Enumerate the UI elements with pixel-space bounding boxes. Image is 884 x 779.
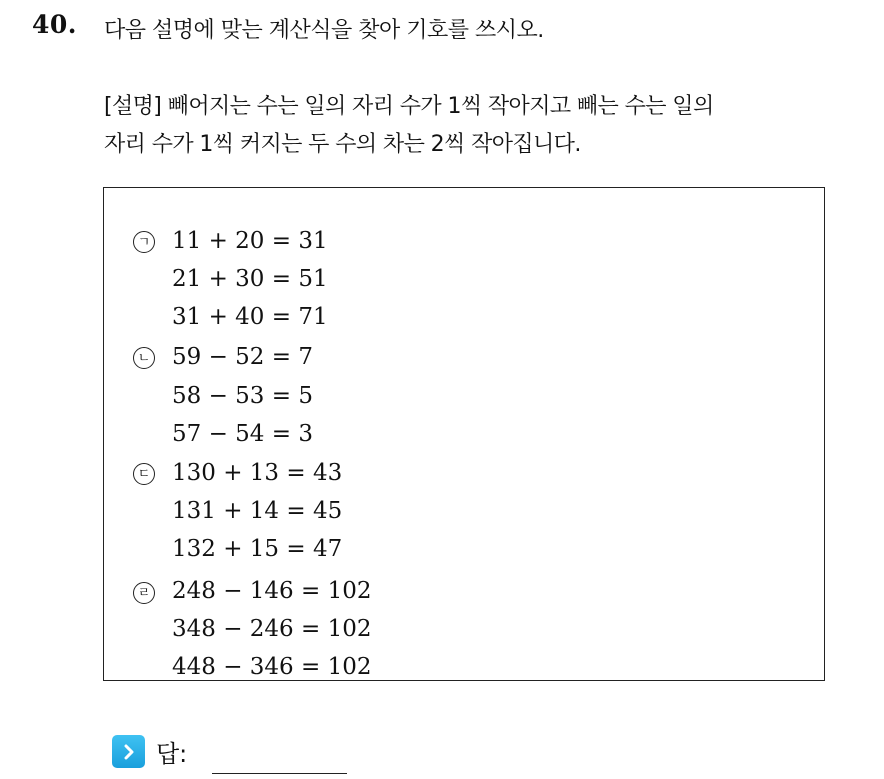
equation-3-2: 131 + 14 = 45 <box>172 498 343 524</box>
equation-2-2: 58 − 53 = 5 <box>172 383 313 409</box>
equation-3-1: 130 + 13 = 43 <box>172 460 343 486</box>
answer-input-line[interactable] <box>212 773 347 774</box>
explanation-line-2: 자리 수가 1씩 커지는 두 수의 차는 2씩 작아집니다. <box>104 132 581 157</box>
chevron-right-icon <box>112 735 145 768</box>
equation-2-1: 59 − 52 = 7 <box>172 344 313 370</box>
equation-1-2: 21 + 30 = 51 <box>172 266 328 292</box>
choice-marker-2: ㄴ <box>133 347 155 369</box>
equation-4-1: 248 − 146 = 102 <box>172 578 372 604</box>
equation-4-3: 448 − 346 = 102 <box>172 654 372 680</box>
choice-marker-1: ㄱ <box>133 231 155 253</box>
question-text: 다음 설명에 맞는 계산식을 찾아 기호를 쓰시오. <box>104 18 544 43</box>
equation-1-1: 11 + 20 = 31 <box>172 228 328 254</box>
choice-marker-3: ㄷ <box>133 463 155 485</box>
question-number: 40. <box>32 10 77 39</box>
answer-label: 답: <box>156 740 188 768</box>
explanation <box>104 88 874 164</box>
choice-marker-4: ㄹ <box>133 582 155 604</box>
equation-1-3: 31 + 40 = 71 <box>172 304 328 330</box>
equation-2-3: 57 − 54 = 3 <box>172 421 313 447</box>
equation-4-2: 348 − 246 = 102 <box>172 616 372 642</box>
equation-3-3: 132 + 15 = 47 <box>172 536 343 562</box>
explanation-line-1: [설명] 빼어지는 수는 일의 자리 수가 1씩 작아지고 빼는 수는 일의 <box>104 94 714 119</box>
